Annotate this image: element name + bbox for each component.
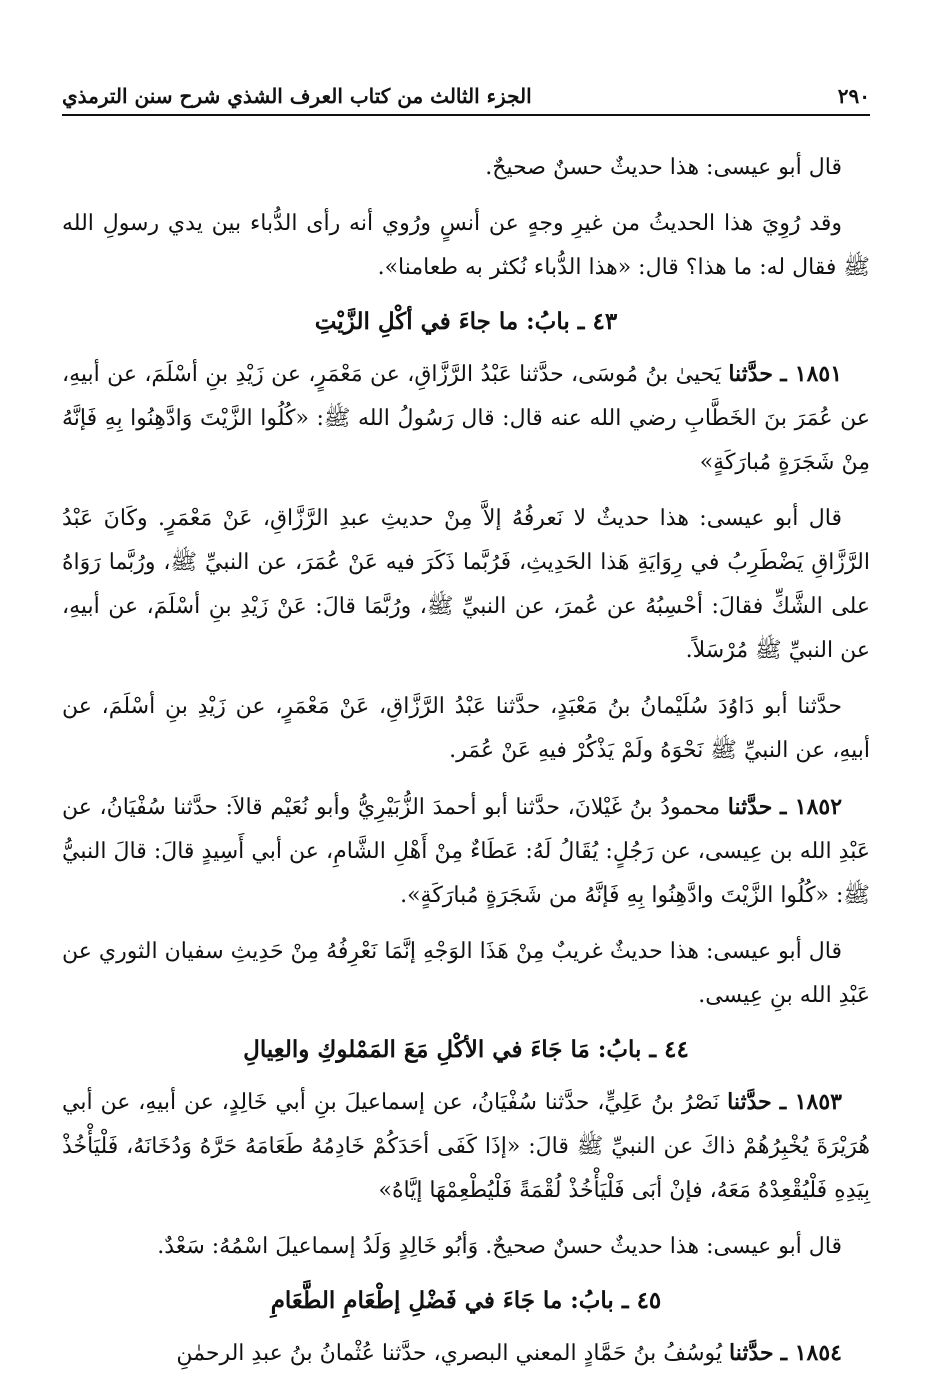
paragraph-1: قال أبو عيسى: هذا حديثٌ حسنٌ صحيحٌ. <box>485 155 842 180</box>
hadith-text: يُوسُفُ بنُ حَمَّادٍ المعني البصري، حدَّثنا عُثْمانُ بنُ عبدِ الرحمٰنِ <box>176 1341 722 1366</box>
chapter-heading-43: ٤٣ ـ بابُ: ما جاءَ في أكْلِ الزَّيْتِ <box>314 308 618 335</box>
hadith-number: ١٨٥١ ـ <box>780 361 843 387</box>
chapter-heading-44: ٤٤ ـ بابُ: مَا جَاءَ في الأكْلِ مَعَ المَمْلوكِ والعِيالِ <box>243 1036 689 1063</box>
paragraph-commentary-1852: قال أبو عيسى: هذا حديثٌ غريبٌ مِنْ هَذَا الوَجْهِ إنَّمَا نَعْرِفُهُ مِنْ حَدِيثِ سفيان الثوري عن عَبْدِ الله بنِ عِيسى. <box>62 939 870 1008</box>
page-header <box>62 84 870 116</box>
hadith-keyword: حدَّثنا <box>729 1340 774 1366</box>
hadith-1851 <box>62 352 870 485</box>
running-title: الجزء الثالث من كتاب العرف الشذي شرح سنن الترمذي <box>62 84 532 108</box>
paragraph-commentary-1853: قال أبو عيسى: هذا حديثٌ حسنٌ صحيحٌ. وَأبُو خَالِدٍ وَلَدُ إسماعيلَ اسْمُهُ: سَعْدٌ. <box>157 1234 842 1259</box>
hadith-number: ١٨٥٢ ـ <box>780 794 843 820</box>
hadith-keyword: حدَّثنا <box>728 361 773 387</box>
page-number: ٢٩٠ <box>837 84 870 108</box>
hadith-keyword: حدَّثنا <box>727 1089 772 1115</box>
paragraph-2: وقد رُوِيَ هذا الحديثُ من غيرِ وجهٍ عن أنسٍ ورُوي أنه رأى الدُّباء بين يدي رسولِ الله ﷺ فقال له: ما هذا؟ قال: «هذا الدُّباء نُكثر به طعامنا». <box>62 211 870 280</box>
hadith-text: محمودُ بنُ غَيْلانَ، حدَّثنا أبو أحمدَ الزُّبَيْرِيُّ وأبو نُعَيْم قالاَ: حدَّثنا سُفْيَانُ، عن عَبْدِ الله بن عِيسى، عن رَجُلٍ: يُقَالُ لَهُ: عَطَاءٌ مِنْ أَهْلِ الشَّامِ، عن أبي أَسِيدٍ قالَ: قالَ النبيُّ ﷺ: «كُلُوا الزَّيْتَ وادَّهِنُوا بِهِ فَإنَّهُ من شَجَرَةٍ مُبارَكَةٍ». <box>62 795 870 908</box>
page-content <box>62 146 870 1388</box>
hadith-1852 <box>62 785 870 918</box>
hadith-1853 <box>62 1080 870 1213</box>
hadith-1854 <box>62 1331 870 1376</box>
chapter-heading-45: ٤٥ ـ بابُ: ما جَاءَ في فَضْلِ إطْعَامِ الطَّعَامِ <box>270 1287 662 1314</box>
hadith-text: نَصْرُ بنُ عَلِيٍّ، حدَّثنا سُفْيَانُ، عن إسماعيلَ بنِ أبي خَالِدٍ، عن أبيهِ، عن أبي هُرَيْرَةَ يُخْبِرُهُمْ ذاكَ عن النبيِّ ﷺ قالَ: «إذَا كَفَى أحَدَكُمْ خَادِمُهُ طَعَامَهُ حَرَّهُ وَدُخَانَهُ، فَلْيَأْخُذْ بِيَدِهِ فَلْيُقْعِدْهُ مَعَهُ، فإنْ أبَى فَلْيَأْخُذْ لُقْمَةً فَلْيُطْعِمْهَا إيَّاهُ» <box>62 1090 870 1203</box>
hadith-keyword: حدَّثنا <box>727 794 773 820</box>
hadith-text: يَحيىٰ بنُ مُوسَى، حدَّثنا عَبْدُ الرَّزَّاقِ، عن مَعْمَرٍ، عن زَيْدِ بنِ أسْلَمَ، عن أبيهِ، عن عُمَرَ بنَ الخَطَّابِ رضي الله عنه قال: قال رَسُولُ الله ﷺ: «كُلُوا الزَّيْتَ وَادَّهِنُوا بِهِ فَإنَّهُ مِنْ شَجَرَةٍ مُبارَكَةٍ» <box>62 362 870 475</box>
paragraph-chain-1851: حدَّثنا أبو دَاوُدَ سُلَيْمانُ بنُ مَعْبَدٍ، حدَّثنا عَبْدُ الرَّزَّاقِ، عَنْ مَعْمَرٍ، عن زَيْدِ بنِ أسْلَمَ، عن أبيهِ، عن النبيِّ ﷺ نَحْوَهُ ولَمْ يَذْكُرْ فيهِ عَنْ عُمَر. <box>62 694 870 763</box>
hadith-number: ١٨٥٤ ـ <box>780 1340 842 1366</box>
paragraph-commentary-1851: قال أبو عيسى: هذا حديثٌ لا نَعرفُهُ إلاَّ مِنْ حديثِ عبدِ الرَّزَّاقِ، عَنْ مَعْمَرٍ. وكَانَ عَبْدُ الرَّزَّاقِ يَضْطَرِبُ في رِوَايَةِ هَذا الحَدِيثِ، فَرُبَّما ذَكَرَ فيه عَنْ عُمَرَ، عن النبيِّ ﷺ، ورُبَّما رَوَاهُ على الشَّكِّ فقالَ: أحْسِبُهُ عن عُمرَ، عن النبيِّ ﷺ، ورُبَّمَا قالَ: عَنْ زَيْدِ بنِ أسْلَمَ، عن أبيهِ، عن النبيِّ ﷺ مُرْسَلاً. <box>62 506 870 663</box>
hadith-number: ١٨٥٣ ـ <box>779 1089 842 1115</box>
